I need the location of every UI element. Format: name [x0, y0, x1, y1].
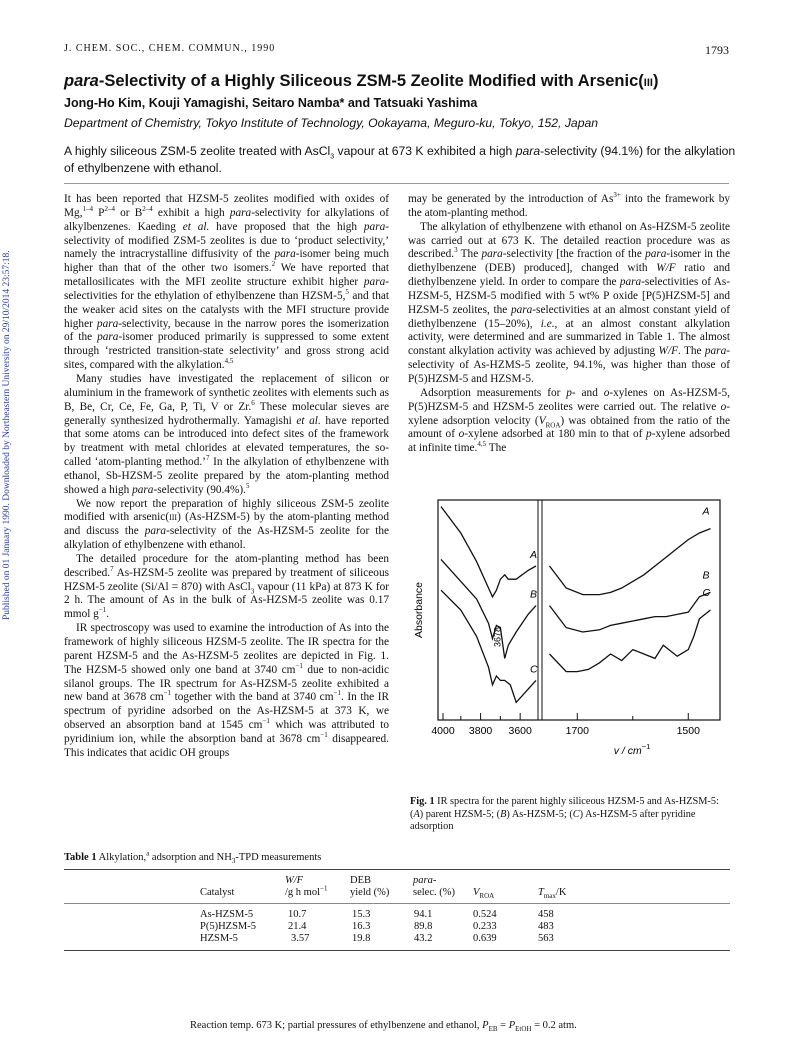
spectrum-line-b: [550, 592, 711, 632]
series-label: A: [702, 505, 710, 518]
cell-wf: 10.7: [288, 909, 307, 920]
series-label: B: [530, 588, 538, 601]
spectrum-line-c: [441, 590, 536, 702]
x-tick-label: 3800: [468, 725, 493, 737]
header-deb-yield: yield (%): [350, 887, 390, 898]
running-header: [64, 43, 729, 57]
table-rule-bottom: [64, 950, 730, 951]
cell-deb: 15.3: [352, 909, 371, 920]
band-label-3678: 3678: [492, 626, 503, 648]
cell-vroa: 0.639: [473, 933, 497, 944]
ir-spectra-figure: [410, 492, 728, 778]
cell-vroa: 0.233: [473, 921, 497, 932]
paragraph: The detailed procedure for the atom-planting method has been described.$^7$ As-HZSM-5 zeolite was prepared by treatment of siliceous HZSM-5 zeolite (Si/Al = 870) with AsCl$_3$ vapour (11 kPa) at 873 K for 2 h. The amount of As in the bulk of As-HZSM-5 zeolite was 0.17 mmol $g^{-1}$.: [64, 552, 389, 621]
paragraph: We now report the preparation of highly siliceous ZSM-5 zeolite modified with arsenic(III) (As-HZSM-5) by the atom-planting method and discuss the para-selectivity of the As-HZSM-5 zeolite for the alkylation of ethylbenzene with ethanol.: [64, 497, 389, 552]
header-tmax: $T_{max}/K$: [538, 887, 567, 901]
header-para: para-: [413, 875, 437, 886]
cell-tmax: 458: [538, 909, 554, 920]
download-notice: Published on 01 January 1990. Downloaded by Northeastern University on 29/10/2014 23:57:18.: [2, 250, 12, 620]
header-para-selec: selec. (%): [413, 887, 455, 898]
spectrum-line-a: [441, 507, 536, 597]
series-label: B: [702, 569, 710, 582]
ir-spectra-chart: [410, 492, 728, 778]
paragraph: It has been reported that HZSM-5 zeolites modified with oxides of Mg,$^{1-4}$ $P^{2-4}$ or $B^{2-4}$ exhibit a high para-selectivity for alkylations of alkylbenzenes. Kaeding et al. have proposed that the high para-selectivity of modified ZSM-5 zeolites is due to ‘product selectivity,’ namely the intracrystalline diffusivity of the para-isomer being much higher than that of the other two isomers.$^2$ We have reported that metallosilicates with the MFI zeolite structure exhibit higher para-selectivities for the ethylation of ethylbenzene than HZSM-5,$^5$ and that the weaker acid sites on the catalysts with the MFI structure provide higher para-selectivity, because in the narrow pores the isomerization of the para-isomer produced primarily is suppressed to some extent through ‘restricted transition-state selectivity’ and gross strong acid sites, compared with the alkylation.$^{4,5}$: [64, 193, 390, 372]
cell-deb: 16.3: [352, 921, 371, 932]
header-vroa: $V_{ROA}$: [473, 887, 495, 901]
y-axis-label: Absorbance: [413, 581, 425, 639]
cell-para: 89.8: [414, 921, 433, 932]
cell-tmax: 563: [538, 933, 554, 944]
series-label: A: [530, 549, 538, 561]
cell-deb: 19.8: [352, 933, 371, 944]
figure-caption: Fig. 1 IR spectra for the parent highly siliceous HZSM-5 and As-HZSM-5: (A) parent HZSM-5; (B) As-HZSM-5; (C) As-HZSM-5 after pyridine adsorption: [410, 796, 719, 832]
paragraph: Many studies have investigated the replacement of silicon or aluminium in the framework of synthetic zeolites with elements such as B, Be, Cr, Ce, Fe, Ga, P, Ti, V or Zr.$^6$ These molecular sieves are generally synthesized hydrothermally. Yamagishi et al. have reported that some atoms can be introduced into defect sites of the framework by treatment with metal chlorides at elevated temperatures, the so-called ‘atom-planting method.’$^7$ In the alkylation of ethylbenzene with ethanol, Sb-HZSM-5 zeolite prepared by the atom-planting method showed a high para-selectivity (90.4%).$^5$: [64, 372, 389, 496]
series-label: C: [530, 663, 538, 676]
paragraph: The alkylation of ethylbenzene with ethanol on As-HZSM-5 zeolite was carried out at 673 K. The detailed reaction procedure was as described.$^3$ The para-selectivity [the fraction of the para-isomer in the diethylbenzene (DEB) produced], changed with W/F ratio and diethylbenzene yield. In order to compare the para-selectivities of As-HZSM-5, HZSM-5 modified with 5 wt% P oxide [P(5)HZSM-5] and HZSM-5 zeolites, the para-selectivities at an almost constant yield of diethylbenzene (15–20%), i.e., at an almost constant alkylation activity, were determined and are summarized in Table 1. The almost constant alkylation activity was achieved by adjusting W/F. The para-selectivity of As-HZMS-5 zeolite, 94.1%, was higher than those of P(5)HZSM-5 and HZSM-5.: [408, 220, 731, 385]
table-rule-top: [64, 869, 730, 870]
header-deb: DEB: [350, 875, 371, 886]
journal-citation: J. CHEM. SOC., CHEM. COMMUN., 1990: [64, 43, 276, 54]
cell-catalyst: HZSM-5: [200, 933, 238, 944]
page-number: 1793: [705, 43, 729, 57]
author-list: Jong-Ho Kim, Kouji Yamagishi, Seitaro Namba* and Tatsuaki Yashima: [64, 96, 478, 110]
x-tick-label: 3600: [508, 725, 532, 737]
header-catalyst: Catalyst: [200, 887, 235, 898]
cell-tmax: 483: [538, 921, 554, 932]
cell-para: 94.1: [414, 909, 433, 920]
cell-para: 43.2: [414, 933, 433, 944]
x-tick-label: 4000: [431, 725, 455, 737]
cell-catalyst: As-HZSM-5: [200, 909, 254, 920]
spectrum-line-a: [550, 529, 711, 595]
cell-catalyst: P(5)HZSM-5: [200, 921, 257, 932]
text-column-right: [408, 193, 730, 456]
series-label: C: [702, 587, 711, 599]
cell-wf: 3.57: [291, 933, 310, 944]
cell-vroa: 0.524: [473, 909, 497, 920]
plot-frame: [438, 500, 720, 720]
table-title: Table 1 Alkylation,$^a$ adsorption and $NH_3$-TPD measurements: [64, 849, 322, 866]
paragraph: may be generated by the introduction of $As^{3+}$ into the framework by the atom-planting method.: [408, 191, 730, 219]
x-tick-label: 1500: [676, 725, 700, 737]
header-wf-unit: /g h mol$^{-1}$: [285, 884, 328, 898]
article-title: para-Selectivity of a Highly Siliceous ZSM-5 Zeolite Modified with Arsenic(III): [64, 72, 659, 90]
x-axis-label: v / $cm^{-1}$: [613, 742, 651, 757]
header-wf: W/F: [285, 875, 304, 886]
paragraph: Adsorption measurements for p- and o-xylenes on As-HZSM-5, P(5)HZSM-5 and HZSM-5 zeolites were carried out. The relative o-xylene adsorption velocity $(V_{ROA})$ was obtained from the ratio of the amount of o-xylene adsorbed at 180 min to that of p-xylene adsorbed at infinite time.$^{4,5}$ The: [408, 386, 731, 455]
paragraph: IR spectroscopy was used to examine the introduction of As into the framework of highly siliceous HZSM-5 zeolite. The IR spectra for the parent HZSM-5 and the As-HZSM-5 zeolites are depicted in Fig. 1. The HZSM-5 showed only one band at 3740 $cm^{-1}$ due to non-acidic silanol groups. The IR spectrum for As-HZSM-5 zeolite exhibited a new band at 3678 $cm^{-1}$ together with the band at 3740 $cm^{-1}$. In the IR spectrum of pyridine adsorbed on the As-HZSM-5 at 373 K, we observed an absorption band at 1545 $cm^{-1}$ which was attributed to pyridinium ion, while the absorption band at 3678 $cm^{-1}$ disappeared. This indicates that acidic OH groups: [64, 622, 390, 759]
text-column-left: [64, 193, 389, 761]
table-rule-mid: [64, 903, 730, 904]
cell-wf: 21.4: [288, 921, 307, 932]
spectrum-line-c: [550, 610, 711, 672]
abstract: A highly siliceous ZSM-5 zeolite treated with AsCl$_3$ vapour at 673 K exhibited a high para-selectivity (94.1%) for the alkylation of ethylbenzene with ethanol.: [64, 144, 736, 175]
table-footnote: Reaction temp. 673 K; partial pressures of ethylbenzene and ethanol, $P_{EB} = P_{EtOH} = 0.2$ atm.: [190, 1020, 577, 1034]
spectrum-line-b: [441, 559, 536, 658]
abstract-divider: [64, 183, 729, 184]
affiliation: Department of Chemistry, Tokyo Institute of Technology, Ookayama, Meguro-ku, Tokyo, 152, Japan: [64, 116, 599, 130]
x-tick-label: 1700: [565, 725, 589, 737]
